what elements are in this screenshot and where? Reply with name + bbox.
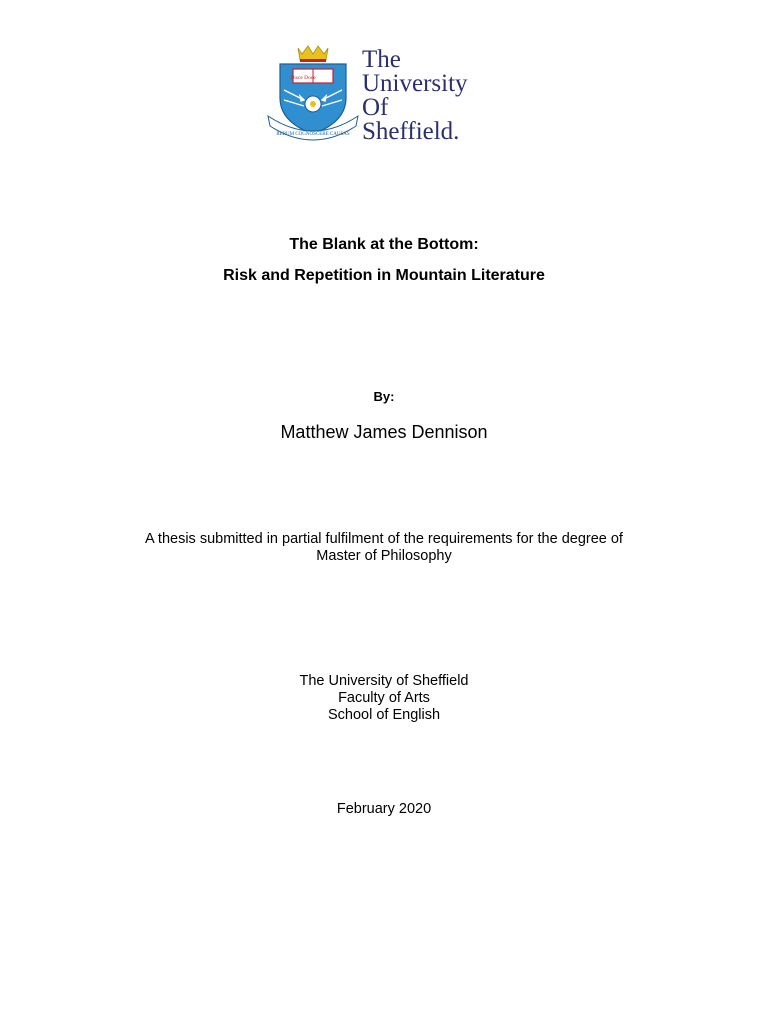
wordmark-line: Sheffield. — [362, 118, 460, 145]
university-wordmark — [362, 48, 468, 144]
degree-statement-line-2: Master of Philosophy — [316, 548, 452, 564]
wordmark-line: Of — [362, 94, 389, 121]
university-name: The University of Sheffield — [299, 673, 469, 689]
submission-date: February 2020 — [336, 801, 432, 817]
wordmark-line: University — [362, 70, 468, 97]
thesis-title-line-2: Risk and Repetition in Mountain Literature — [223, 267, 545, 284]
by-label: By: — [373, 389, 395, 404]
wordmark-line: The — [362, 46, 401, 73]
crest-motto-text: RERUM COGNOSCERE CAUSAS — [276, 132, 350, 137]
degree-statement — [0, 531, 768, 565]
school-name: School of English — [327, 707, 441, 723]
institution-block — [0, 673, 768, 724]
university-logo — [210, 42, 510, 144]
crest-book-text: Disce Doce — [290, 75, 316, 81]
crown-icon — [298, 46, 328, 62]
faculty-name: Faculty of Arts — [338, 690, 430, 706]
degree-statement-line-1: A thesis submitted in partial fulfilment of the requirements for the degree of — [145, 531, 623, 547]
university-crest-icon — [258, 42, 368, 142]
author-name: Matthew James Dennison — [280, 422, 488, 442]
thesis-title-line-1: The Blank at the Bottom: — [289, 236, 479, 253]
